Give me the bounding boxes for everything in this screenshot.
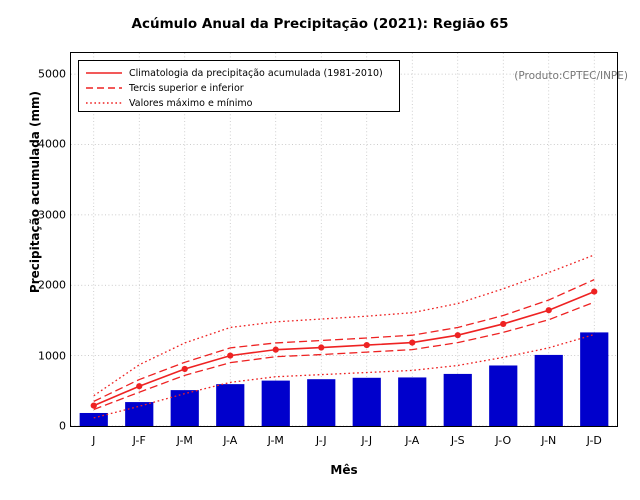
x-tick-label: J-S (450, 434, 465, 447)
legend-line-dashed-icon (85, 83, 123, 93)
legend-item (85, 66, 393, 80)
y-tick-label: 1000 (38, 349, 66, 363)
x-tick-label: J-O (495, 434, 512, 447)
legend-item (85, 96, 393, 110)
bar (216, 384, 244, 426)
bar (444, 374, 472, 426)
y-tick-label: 4000 (38, 137, 66, 151)
credit-annotation: (Produto:CPTEC/INPE) (514, 70, 628, 82)
legend-label: Valores máximo e mínimo (129, 97, 253, 109)
chart-legend (78, 60, 400, 112)
chart-title: Acúmulo Anual da Precipitação (2021): Região 65 (131, 16, 509, 32)
y-tick-label: 3000 (38, 208, 66, 222)
x-tick-label: J-J (315, 434, 327, 447)
series-markers (91, 288, 598, 408)
data-point (591, 288, 597, 294)
x-tick-label: J (92, 434, 96, 447)
bar (262, 381, 290, 426)
data-point (500, 321, 506, 327)
bar (171, 390, 199, 426)
x-tick-label: J-J (361, 434, 373, 447)
data-point (227, 353, 233, 359)
y-axis-ticks (22, 52, 66, 433)
y-tick-label: 2000 (38, 278, 66, 292)
x-axis-ticks (70, 432, 618, 450)
data-point (136, 383, 142, 389)
legend-line-dotted-icon (85, 98, 123, 108)
x-tick-label: J-F (132, 434, 146, 447)
y-axis-label: Precipitação acumulada (mm) (28, 90, 42, 294)
x-tick-label: J-M (176, 434, 193, 447)
bar (535, 355, 563, 426)
bar (398, 377, 426, 426)
data-point (455, 332, 461, 338)
x-tick-label: J-D (586, 434, 602, 447)
bar (353, 378, 381, 426)
bar (489, 365, 517, 426)
series-line (94, 280, 595, 402)
data-point (546, 307, 552, 313)
legend-item (85, 81, 393, 95)
legend-line-solid-icon (85, 68, 123, 78)
x-tick-label: J-A (223, 434, 238, 447)
data-point (318, 344, 324, 350)
bar (125, 402, 153, 426)
y-tick-label: 5000 (38, 67, 66, 81)
legend-label: Climatologia da precipitação acumulada (1981-2010) (129, 67, 383, 79)
y-tick-label: 0 (59, 419, 66, 433)
data-point (409, 340, 415, 346)
bar (580, 332, 608, 426)
data-point (364, 342, 370, 348)
data-point (182, 366, 188, 372)
x-tick-label: J-M (267, 434, 284, 447)
data-point (273, 347, 279, 353)
legend-label: Tercis superior e inferior (129, 82, 244, 94)
x-tick-label: J-A (405, 434, 420, 447)
bar (307, 379, 335, 426)
series-line (94, 292, 595, 406)
x-axis-label: Mês (330, 463, 358, 477)
x-tick-label: J-N (541, 434, 557, 447)
data-point (91, 402, 97, 408)
